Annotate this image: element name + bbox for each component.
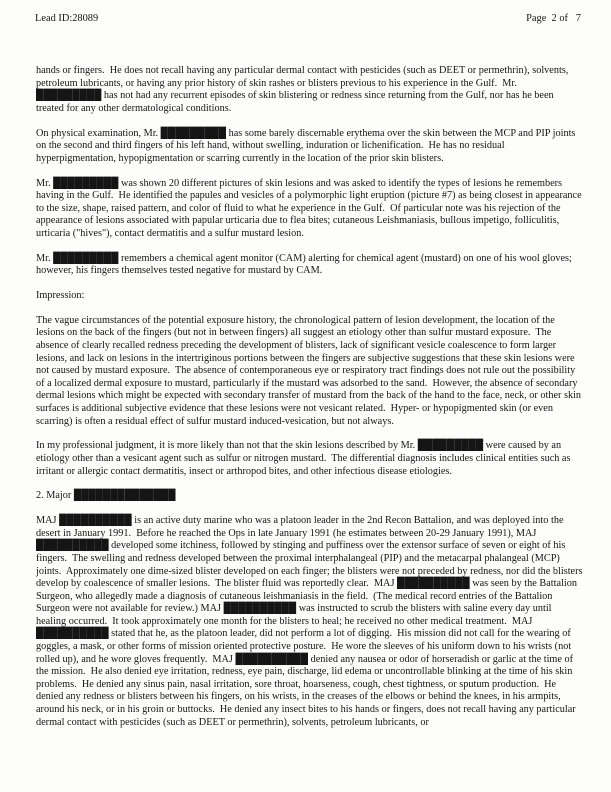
page-header bbox=[0, 0, 611, 24]
paragraph-major-case-history: MAJ ██████████ is an active duty marine who was a platoon leader in the 2nd Recon Battalion, and was deployed into the desert in January 1991. Before he reached the Ops in late January 1991 (he estimates between 20-29 January 1991), MAJ ██████████ developed some itchiness, followed by stinging and puffiness over the extensor surface of seven or eight of his fingers. The swelling and redness developed between the proximal interphalangeal (PIP) and the metacarpal phalangeal (MCP) joints. Approximately one dime-sized blister developed on each finger; the blisters were not preceded by redness, nor did the blisters develop by coalescence of smaller lesions. The blister fluid was reportedly clear. MAJ ██████████ was seen by the Battalion Surgeon, who allegedly made a diagnosis of cutaneous leishmaniasis in the field. (The medical record entries of the Battalion Surgeon were not available for review.) MAJ ██████████ was instructed to scrub the blisters with saline every day until healing occurred. It took approximately one month for the blisters to heal; he received no other medical treatment. MAJ ██████████ stated that he, as the platoon leader, did not perform a lot of digging. His mission did not call for the wearing of goggles, a mask, or other forms of mission oriented protective posture. He wore the sleeves of his uniform down to his wrists (not rolled up), and he wore gloves frequently. MAJ ██████████ denied any nausea or odor of horseradish or garlic at the time of the mission. He also denied eye irritation, redness, eye pain, discharge, lid edema or uncontrollable blinking at the time of his skin problems. He denied any sinus pain, nasal irritation, sore throat, hoarseness, cough, chest tightness, or sputum production. He denied any redness or blisters between his fingers, on his wrists, in the creases of the elbows or behind the knees, in his armpits, around his neck, or in his groin or buttocks. He denied any insect bites to his hands or fingers, does not recall having any particular dermal contact with pesticides (such as DEET or permethrin), solvents, petroleum lubricants, or bbox=[36, 515, 586, 728]
impression-heading: Impression: bbox=[36, 290, 85, 302]
paragraph-dermal-contact-history: hands or fingers. He does not recall having any particular dermal contact with pesticides (such as DEET or permethrin), solvents, petroleum lubricants, or having any prior history of skin rashes or blisters previous to his experience in the Gulf. Mr. █████████ has not had any recurrent episodes of skin blistering or redness since returning from the Gulf, nor has he been treated for any other dermatological conditions. bbox=[36, 65, 571, 114]
paragraph-professional-judgment: In my professional judgment, it is more likely than not that the skin lesions described by Mr. █████████ were caused by an etiology other than a vesicant agent such as sulfur or nitrogen mustard. The differential diagnosis includes clinical entities such as irritant or allergic contact dermatitis, insect or arthropod bites, and other infectious disease etiologies. bbox=[36, 440, 574, 477]
section-heading-major: 2. Major ██████████████ bbox=[36, 490, 176, 502]
paragraph-lesion-picture-identification: Mr. █████████ was shown 20 different pictures of skin lesions and was asked to identify the types of lesions he remembers having in the Gulf. He identified the papules and vesicles of a polymorphic light eruption (picture #7) as being closest in appearance to the size, shape, raised pattern, and color of fluid to what he experience in the Gulf. Of particular note was his rejection of the appearance of lesions associated with papular urticaria due to flea bites; cutaneous Leishmaniasis, bullous impetigo, folliculitis, urticaria ("hives"), contact dermatitis and a sulfur mustard lesion. bbox=[36, 177, 585, 239]
paragraph-physical-examination: On physical examination, Mr. █████████ has some barely discernable erythema over the skin between the MCP and PIP joints on the second and third fingers of his left hand, without swelling, induration or lichenification. He has no residual hyperpigmentation, hypopigmentation or scarring currently in the location of the prior skin blisters. bbox=[36, 127, 578, 164]
document-body bbox=[36, 65, 584, 729]
paragraph-cam-alert: Mr. █████████ remembers a chemical agent monitor (CAM) alerting for chemical agent (mustard) on one of his wool gloves; however, his fingers themselves tested negative for mustard by CAM. bbox=[36, 252, 575, 277]
page-number-label: Page 2 of 7 bbox=[526, 13, 581, 24]
paragraph-impression-findings: The vague circumstances of the potential exposure history, the chronological pattern of lesion development, the location of the lesions on the back of the fingers (but not in between fingers) all suggest an etiology other than sulfur mustard exposure. The absence of clearly recalled redness preceding the development of blisters, lack of significant vesicle coalescence to form larger lesions, and lack on lesions in the intertriginous portions between the fingers are subjective suggestions that these skin lesions were not caused by mustard exposure. The absence of contemporaneous eye or respiratory tract findings does not rule out the possibility of a localized dermal exposure to mustard, particularly if the mustard was adsorbed to the sand. However, the absence of secondary dermal lesions which might be expected with secondary transfer of mustard from the back of the hand to the face, neck, or other skin surfaces is additional subjective evidence that these lesions were not vesicant related. Hyper- or hypopigmented skin (or even scarring) is often a residual effect of sulfur mustard induced-vesication, but not always. bbox=[36, 314, 584, 427]
lead-id-label: Lead ID:28089 bbox=[35, 13, 99, 24]
